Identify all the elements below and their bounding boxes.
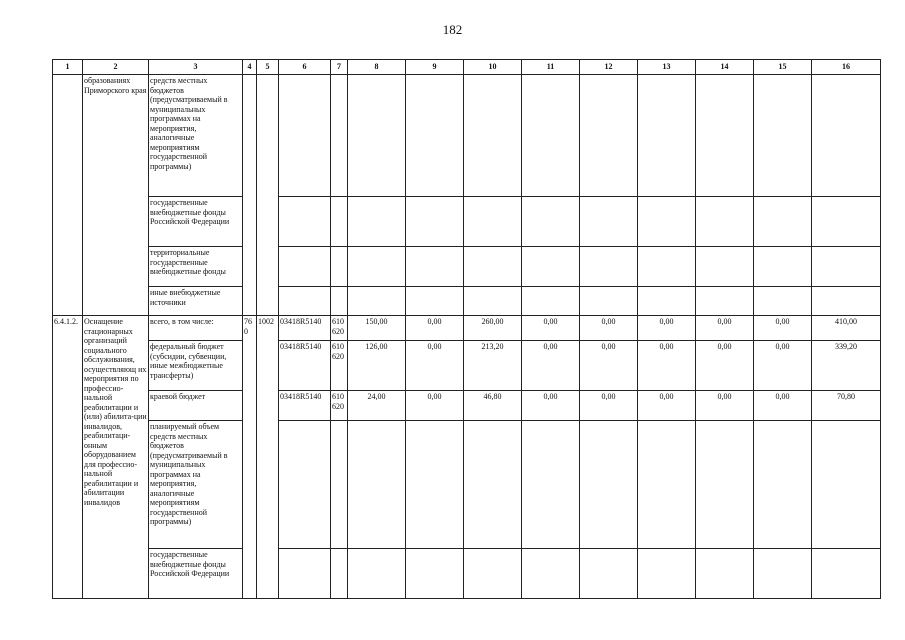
cell-value: 24,00 [348, 391, 406, 421]
cell-value [406, 247, 464, 287]
cell-value: 0,00 [754, 341, 812, 391]
cell-event-name: образованиях Приморского края [83, 75, 149, 316]
cell-vr [331, 247, 348, 287]
cell-value [464, 421, 522, 549]
cell-rzpr [257, 75, 279, 316]
cell-value [580, 549, 638, 599]
cell-value [522, 75, 580, 197]
cell-value: 410,00 [812, 316, 881, 341]
cell-value [348, 549, 406, 599]
cell-csr: 03418R5140 [279, 341, 331, 391]
cell-csr: 03418R5140 [279, 316, 331, 341]
cell-grbs: 760 [243, 316, 257, 599]
table-row [53, 549, 881, 599]
cell-value [348, 75, 406, 197]
cell-value: 0,00 [754, 391, 812, 421]
cell-value: 0,00 [406, 391, 464, 421]
cell-value: 260,00 [464, 316, 522, 341]
cell-value [580, 421, 638, 549]
cell-csr [279, 421, 331, 549]
cell-value [522, 549, 580, 599]
cell-value [580, 197, 638, 247]
cell-value [754, 197, 812, 247]
cell-value [638, 287, 696, 316]
cell-value: 70,80 [812, 391, 881, 421]
cell-value: 0,00 [522, 316, 580, 341]
cell-value [406, 197, 464, 247]
header-cell: 10 [464, 60, 522, 75]
cell-csr [279, 75, 331, 197]
table-row [53, 197, 881, 247]
cell-source: всего, в том числе: [149, 316, 243, 341]
cell-value [754, 75, 812, 197]
cell-csr [279, 287, 331, 316]
cell-source: иные внебюджетные источники [149, 287, 243, 316]
cell-value [754, 421, 812, 549]
cell-value [522, 287, 580, 316]
header-cell: 13 [638, 60, 696, 75]
cell-csr [279, 247, 331, 287]
cell-value: 0,00 [580, 391, 638, 421]
cell-value: 0,00 [638, 316, 696, 341]
header-cell: 1 [53, 60, 83, 75]
cell-value [812, 247, 881, 287]
cell-value [522, 421, 580, 549]
page-number: 182 [442, 22, 463, 37]
cell-value: 0,00 [638, 391, 696, 421]
cell-value [580, 75, 638, 197]
header-cell: 3 [149, 60, 243, 75]
cell-value: 0,00 [522, 341, 580, 391]
cell-value [406, 287, 464, 316]
cell-value [638, 421, 696, 549]
header-cell: 4 [243, 60, 257, 75]
header-cell: 2 [83, 60, 149, 75]
header-cell: 9 [406, 60, 464, 75]
budget-table [52, 59, 881, 599]
cell-value: 0,00 [522, 391, 580, 421]
cell-csr [279, 197, 331, 247]
cell-source: федеральный бюджет (субсидии, субвенции, иные межбюджетные трансферты) [149, 341, 243, 391]
cell-value [522, 197, 580, 247]
cell-value [696, 549, 754, 599]
table-row [53, 287, 881, 316]
cell-value [638, 197, 696, 247]
cell-value: 0,00 [754, 316, 812, 341]
cell-value [348, 247, 406, 287]
cell-value: 0,00 [696, 391, 754, 421]
cell-value [696, 247, 754, 287]
cell-value [812, 421, 881, 549]
table-row [53, 75, 881, 197]
header-cell: 16 [812, 60, 881, 75]
cell-source: краевой бюджет [149, 391, 243, 421]
header-cell: 6 [279, 60, 331, 75]
cell-value [754, 247, 812, 287]
cell-value: 0,00 [580, 316, 638, 341]
cell-value [696, 197, 754, 247]
cell-vr [331, 421, 348, 549]
cell-value [754, 287, 812, 316]
cell-vr [331, 197, 348, 247]
cell-csr: 03418R5140 [279, 391, 331, 421]
cell-value: 213,20 [464, 341, 522, 391]
cell-value: 150,00 [348, 316, 406, 341]
cell-value [812, 287, 881, 316]
cell-value [754, 549, 812, 599]
cell-value: 0,00 [696, 316, 754, 341]
cell-value [696, 287, 754, 316]
cell-value [638, 549, 696, 599]
cell-event-name: Оснащение стационарных организаций социального обслуживания, осуществляющ их мероприятия по профессио-нальной реабилитации и (или) абилита-ции инвалидов, реабилитаци-онным оборудованием для профессио-нальной реабилитации и абилитации инвалидов [83, 316, 149, 599]
cell-source: территориальные государственные внебюджетные фонды [149, 247, 243, 287]
cell-value [464, 287, 522, 316]
cell-value [464, 197, 522, 247]
cell-rzpr: 1002 [257, 316, 279, 599]
cell-source: государственные внебюджетные фонды Российской Федерации [149, 549, 243, 599]
cell-number: 6.4.1.2. [53, 316, 83, 599]
cell-value [812, 549, 881, 599]
cell-vr: 610 620 [331, 391, 348, 421]
cell-value [638, 247, 696, 287]
header-row [53, 60, 881, 75]
cell-value: 0,00 [406, 341, 464, 391]
header-cell: 14 [696, 60, 754, 75]
cell-value [696, 421, 754, 549]
table-row [53, 247, 881, 287]
cell-value [406, 75, 464, 197]
cell-value [812, 75, 881, 197]
cell-value: 0,00 [638, 341, 696, 391]
cell-vr: 610 620 [331, 316, 348, 341]
header-cell: 12 [580, 60, 638, 75]
cell-value: 46,80 [464, 391, 522, 421]
cell-value [696, 75, 754, 197]
cell-value [580, 247, 638, 287]
cell-value: 126,00 [348, 341, 406, 391]
header-cell: 15 [754, 60, 812, 75]
cell-value [812, 197, 881, 247]
cell-value [406, 549, 464, 599]
cell-value [348, 197, 406, 247]
cell-grbs [243, 75, 257, 316]
cell-value [348, 287, 406, 316]
cell-value [464, 75, 522, 197]
cell-value: 339,20 [812, 341, 881, 391]
cell-value [464, 549, 522, 599]
cell-source: государственные внебюджетные фонды Российской Федерации [149, 197, 243, 247]
cell-csr [279, 549, 331, 599]
cell-number [53, 75, 83, 316]
cell-value [348, 421, 406, 549]
table-row [53, 316, 881, 341]
cell-source: средств местных бюджетов (предусматриваемый в муниципальных программах на мероприятия, аналогичные мероприятиям государственной программы) [149, 75, 243, 197]
cell-vr [331, 549, 348, 599]
header-cell: 11 [522, 60, 580, 75]
cell-value: 0,00 [696, 341, 754, 391]
cell-value: 0,00 [406, 316, 464, 341]
cell-source: планируемый объем средств местных бюджетов (предусматриваемый в муниципальных программах на мероприятия, аналогичные мероприятиям государственной программы) [149, 421, 243, 549]
cell-value [580, 287, 638, 316]
cell-vr [331, 287, 348, 316]
cell-value [638, 75, 696, 197]
cell-value [406, 421, 464, 549]
header-cell: 7 [331, 60, 348, 75]
cell-vr [331, 75, 348, 197]
cell-vr: 610 620 [331, 341, 348, 391]
cell-value [464, 247, 522, 287]
table-row [53, 391, 881, 421]
cell-value: 0,00 [580, 341, 638, 391]
cell-value [522, 247, 580, 287]
header-cell: 8 [348, 60, 406, 75]
table-row [53, 421, 881, 549]
header-cell: 5 [257, 60, 279, 75]
table-row [53, 341, 881, 391]
